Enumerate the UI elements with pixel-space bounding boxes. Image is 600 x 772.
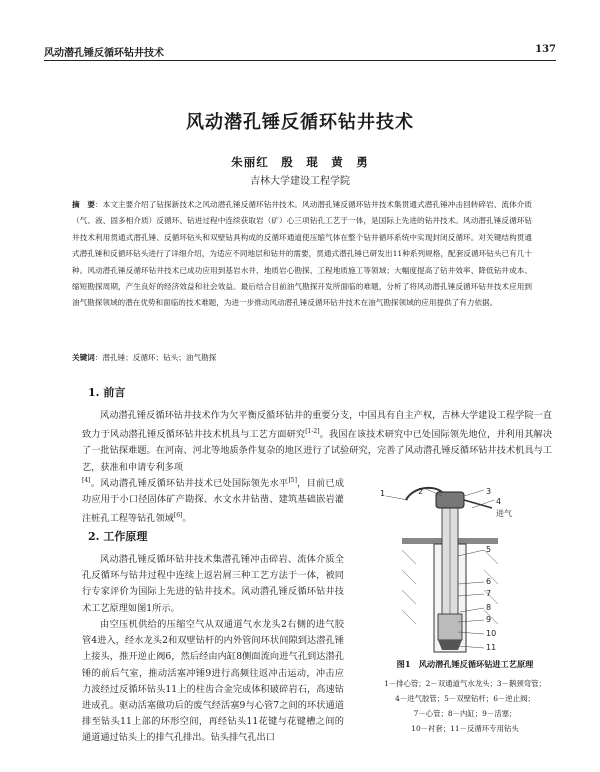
callout-6: 6 [486, 577, 492, 586]
callout-3: 3 [486, 487, 492, 496]
callout-2: 2 [418, 487, 424, 496]
intro-text-c: 。风动潜孔锤反循环钻井技术已处国际领先水平 [90, 478, 289, 490]
callout-11: 11 [486, 643, 497, 652]
legend-line-2: 4－进气胶管；5－双壁钻杆；6－逆止阀； [395, 694, 535, 703]
callout-7: 7 [486, 589, 492, 598]
principle-paragraph-1: 风动潜孔锤反循环钻井技术集潜孔锤冲击碎岩、流体介质全孔反循环与钻井过程中连续上返岩屑三种工艺方法于一体，被同行专家评价为国际上先进的钻井技术。风动潜孔锤反循环钻井技术工艺原理如图1所示。 [82, 554, 344, 614]
intro-text-a: 风动潜孔锤反循环钻井技术作为欠平衡反循环钻井的重要分支，中国具有自主产权，吉林大学建设工程学院一直致力于风动潜孔锤反循环钻井技术机具与工艺方面研究 [82, 410, 552, 441]
air-hose [464, 500, 492, 508]
citation: [4] [82, 477, 91, 484]
principle-paragraph-2: 由空压机供给的压缩空气从双通道气水龙头2右侧的进气胶管4进入，经水龙头2和双壁钻杆的内外管间环状间隙到达潜孔锤上接头，推开逆止阀6，然后经由内缸8侧面流向进气孔到达潜孔锤的前后气室，推动活塞冲锤9进行高频往返冲击运动，冲击应力波经过反循环钻头11上的柱齿合金完成体积破碎岩石，高速钻进成孔。驱动活塞做功后的废气经活塞9与心管7之间的环状通道排至钻头11上部的环形空间，再经钻头11花键与花键槽之间的通道通过钻头上的排气孔排出。钻头排气孔出口 [82, 619, 344, 744]
legend-line-1: 1－排心管；2－双通道气水龙头；3－鹅颈弯管； [384, 679, 546, 688]
legend-line-4: 10－衬套；11－反循环专用钻头 [411, 724, 519, 733]
intro-paragraph-b [82, 473, 344, 528]
keywords-text: ：潜孔锤；反循环；钻头；油气勘探 [94, 353, 217, 362]
callout-5: 5 [486, 545, 492, 554]
section-heading-principle: 2. 工作原理 [88, 530, 148, 543]
intro-text-e: 。 [182, 513, 192, 525]
intro-text-d: ，目前已成功应用于小口径固体矿产勘探、水文水井钻凿、建筑基础嵌岩灌注桩孔工程等钻孔领域 [82, 478, 345, 525]
legend-line-3: 7－心管；8－内缸；9－活塞； [413, 709, 517, 718]
keywords-label: 关键词 [72, 353, 95, 362]
figure-legend [360, 676, 570, 736]
hammer-body [438, 614, 462, 640]
page-number: 137 [535, 44, 556, 55]
abstract [72, 197, 532, 312]
running-head-title: 风动潜孔锤反循环钻井技术 [44, 48, 164, 59]
citation: [1-2] [305, 428, 320, 436]
running-head [44, 44, 556, 61]
paper-authors: 朱丽红 殷 琨 黄 勇 [231, 155, 369, 169]
intro-paragraph-a [82, 408, 552, 476]
section-heading-introduction: 1. 前言 [88, 386, 126, 399]
paper-affiliation: 吉林大学建设工程学院 [250, 176, 350, 187]
intro-text-b: 。我国在该技术研究中已处国际领先地位，并利用其解决了一批钻探难题。在河南、河北等地质条件复杂的地区进行了试验研究，完善了风动潜孔锤反循环钻井技术机具与工艺，获准和申请专利多项 [82, 429, 553, 473]
drilling-process-figure [372, 486, 550, 654]
callout-4: 4 [496, 497, 502, 506]
air-inlet-label: 进气 [496, 509, 512, 518]
callout-1: 1 [380, 489, 386, 498]
drill-bit [438, 640, 462, 650]
abstract-label: 摘 要 [72, 200, 96, 209]
abstract-text: ：本文主要介绍了钻探新技术之风动潜孔锤反循环钻井技术。风动潜孔锤反循环钻井技术集贯通式潜孔锤冲击回转碎岩、流体介质（气、液、固多相介质）反循环、钻进过程中连续获取岩（矿）心三项钻孔工艺于一体，是国际上先进的钻井技术。风动潜孔锤反循环钻井技术利用贯通式潜孔锤、反循环钻头和双壁钻具构成的反循环通道使压缩气体在整个钻井循环系统中实现封闭反循环。对关键结构贯通式潜孔锤和反循环钻头进行了详细介绍，为适应不同地层和钻井的需要，贯通式潜孔锤已研发出11种系列规格，配套反循环钻头已有几十种。风动潜孔锤反循环钻井技术已成功应用到基岩水井、地质岩心勘探、工程地质施工等领域；大幅度提高了钻井效率、降低钻井成本、缩短勘探周期，产生良好的经济效益和社会效益。最后结合目前油气勘探开发所面临的难题，分析了将风动潜孔锤反循环钻井技术应用到油气勘探领域的潜在优势和面临的技术难题，为进一步推动风动潜孔锤反循环钻井技术在油气勘探领域的应用提供了有力依据。 [72, 200, 533, 308]
callout-8: 8 [486, 603, 492, 612]
swivel-head [436, 492, 464, 508]
keywords [72, 351, 532, 365]
paper-title: 风动潜孔锤反循环钻井技术 [186, 112, 414, 133]
callout-10: 10 [486, 629, 497, 638]
callout-9: 9 [486, 615, 492, 624]
figure-caption: 图1 风动潜孔锤反循环钻进工艺原理 [396, 659, 534, 669]
citation: [5] [288, 477, 297, 484]
citation: [6] [173, 512, 183, 520]
